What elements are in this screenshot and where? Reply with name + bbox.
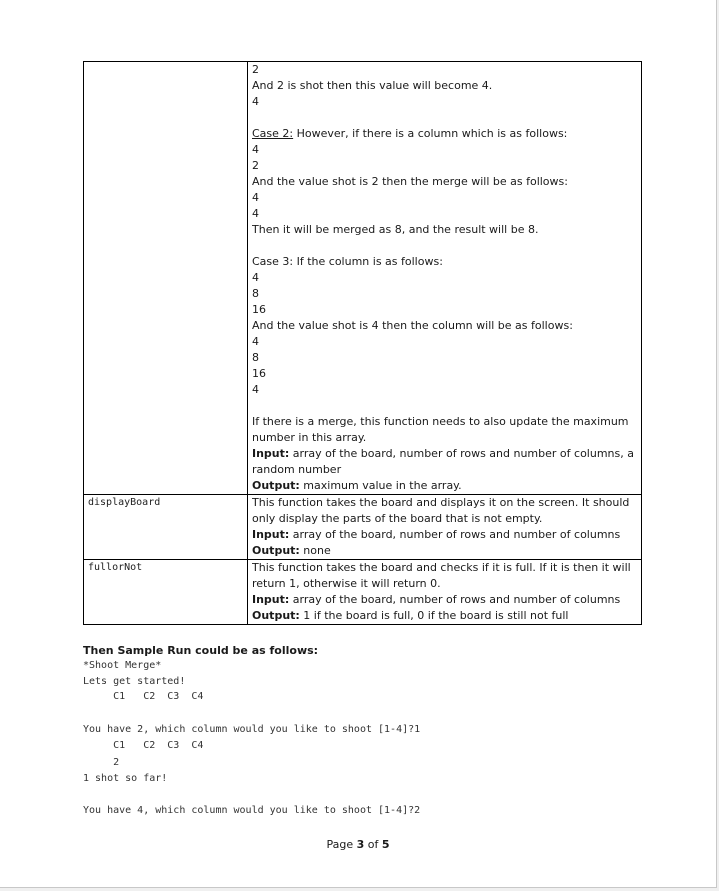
sample-run-line: You have 2, which column would you like to shoot [1-4]?1 xyxy=(83,724,421,735)
input-line: Input: array of the board, number of rows and number of columns xyxy=(252,593,621,606)
sample-run-line: 2 xyxy=(83,757,120,768)
table-row xyxy=(84,560,642,625)
input-line: Input: array of the board, number of rows and number of columns, a random number xyxy=(252,447,634,476)
input-line: Input: array of the board, number of rows and number of columns xyxy=(252,528,621,541)
text-line: 8 xyxy=(252,351,259,364)
text-line: And the value shot is 4 then the column will be as follows: xyxy=(252,319,573,332)
function-name: fullorNot xyxy=(88,562,143,573)
page-footer: Page 3 of 5 xyxy=(326,838,390,851)
function-description: This function takes the board and displays it on the screen. It should only display the parts of the board that is not empty. xyxy=(252,496,630,525)
total-page-number: 5 xyxy=(381,838,390,851)
text-line: 4 xyxy=(252,95,259,108)
sample-run-line: *Shoot Merge* xyxy=(83,660,162,671)
function-name: displayBoard xyxy=(88,497,161,508)
sample-run-line: Lets get started! xyxy=(83,676,186,687)
output-line: Output: none xyxy=(252,544,331,557)
text-line: And 2 is shot then this value will become 4. xyxy=(252,79,493,92)
text-line: And the value shot is 2 then the merge will be as follows: xyxy=(252,175,568,188)
output-line: Output: 1 if the board is full, 0 if the board is still not full xyxy=(252,609,569,622)
table-row xyxy=(84,62,642,495)
function-name-cell xyxy=(84,62,248,495)
text-line: 16 xyxy=(252,303,266,316)
function-name-cell xyxy=(84,495,248,560)
merge-note: If there is a merge, this function needs to also update the maximum number in this array. xyxy=(252,415,629,444)
case3-intro: Case 3: If the column is as follows: xyxy=(252,255,443,268)
case2-intro: Case 2: However, if there is a column which is as follows: xyxy=(252,127,568,140)
text-line: 4 xyxy=(252,191,259,204)
text-line: 4 xyxy=(252,143,259,156)
text-line: Then it will be merged as 8, and the result will be 8. xyxy=(252,223,539,236)
function-description-cell xyxy=(248,560,642,625)
function-name-cell xyxy=(84,560,248,625)
function-description-cell xyxy=(248,62,642,495)
text-line: 4 xyxy=(252,383,259,396)
sample-run-heading: Then Sample Run could be as follows: xyxy=(83,644,319,657)
function-spec-table xyxy=(83,61,642,625)
text-line: 4 xyxy=(252,207,259,220)
table-row xyxy=(84,495,642,560)
text-line: 2 xyxy=(252,159,259,172)
sample-run-line: You have 4, which column would you like to shoot [1-4]?2 xyxy=(83,805,421,816)
output-line: Output: maximum value in the array. xyxy=(252,479,462,492)
current-page-number: 3 xyxy=(356,838,365,851)
case2-label: Case 2: xyxy=(252,127,294,140)
text-line: 8 xyxy=(252,287,259,300)
function-description-cell xyxy=(248,495,642,560)
sample-run-line: C1 C2 C3 C4 xyxy=(83,691,204,702)
text-line: 16 xyxy=(252,367,266,380)
text-line: 4 xyxy=(252,271,259,284)
text-line: 4 xyxy=(252,335,259,348)
text-line: 2 xyxy=(252,63,259,76)
function-description: This function takes the board and checks if it is full. If it is then it will return 1, otherwise it will return 0. xyxy=(252,561,631,590)
sample-run-line: C1 C2 C3 C4 xyxy=(83,740,204,751)
sample-run-line: 1 shot so far! xyxy=(83,773,168,784)
